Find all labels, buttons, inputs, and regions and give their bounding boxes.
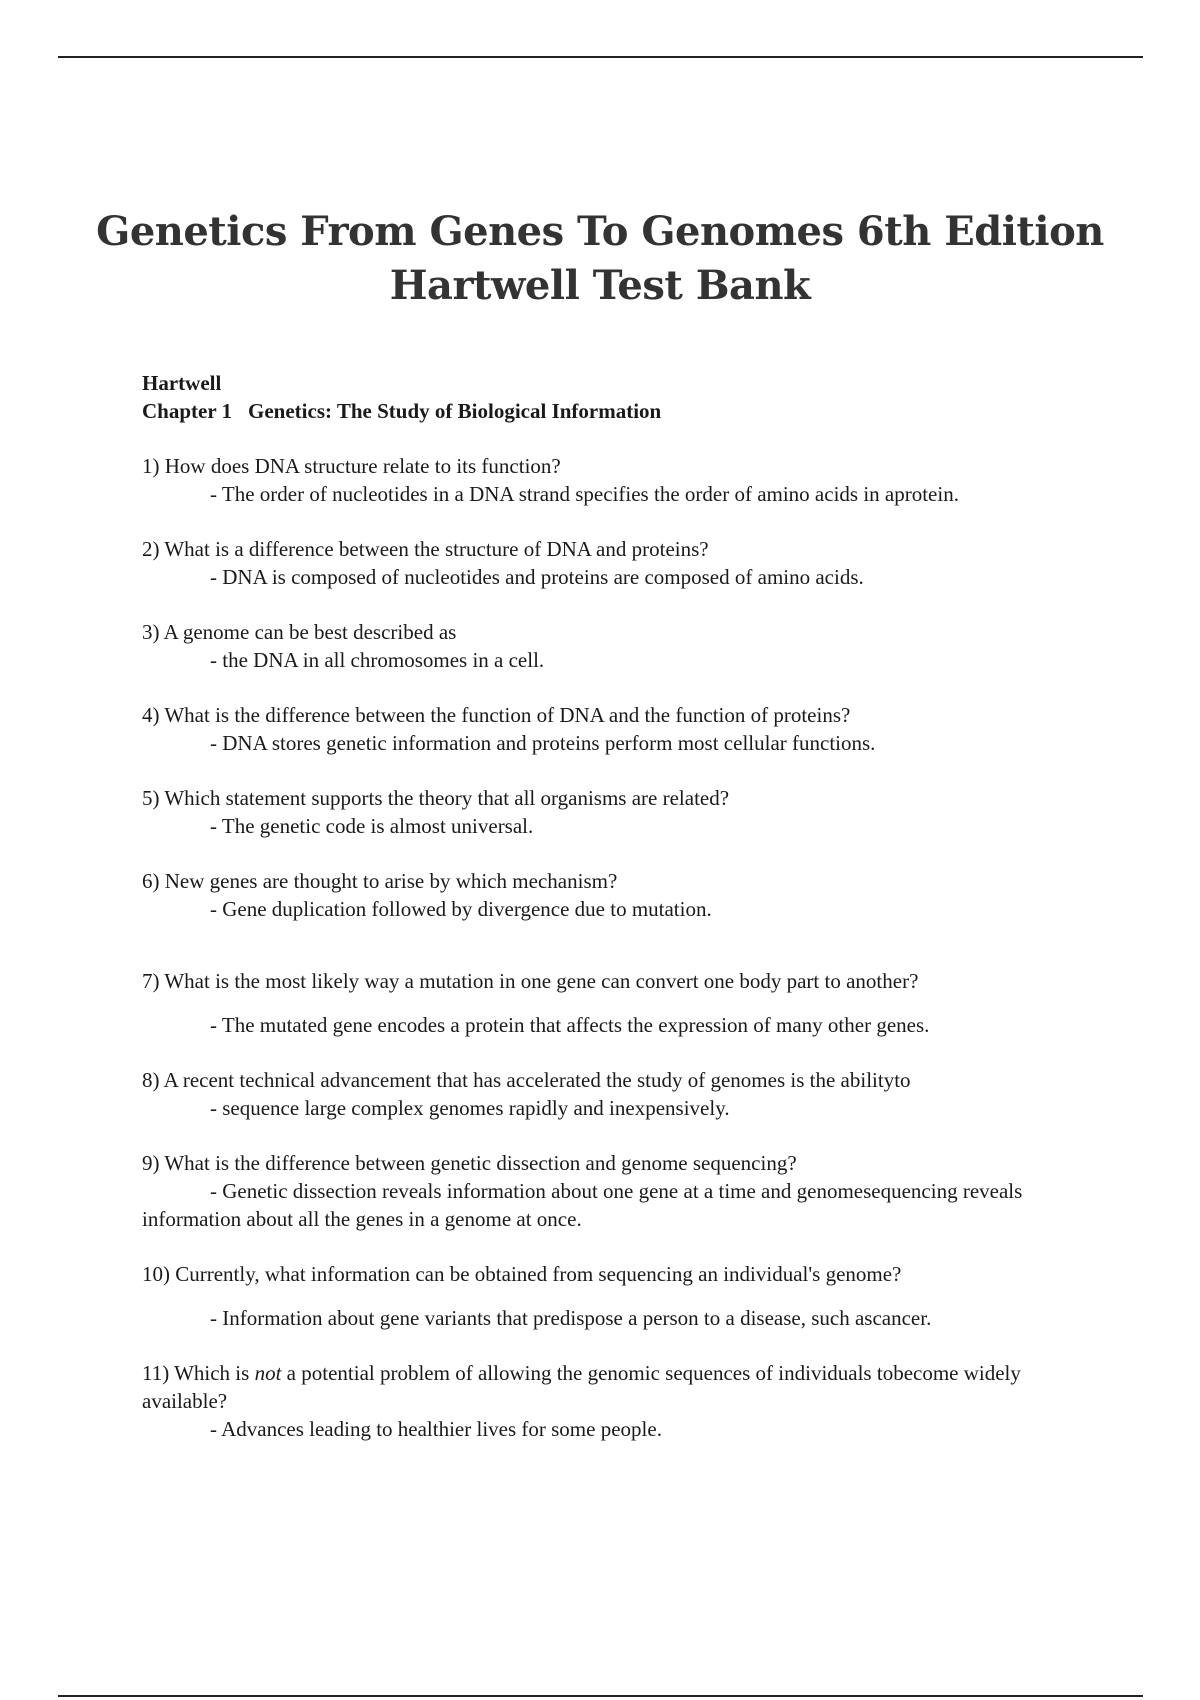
- title-line-2: Hartwell Test Bank: [389, 262, 811, 309]
- question-5: [142, 784, 1072, 840]
- answer-text: - The order of nucleotides in a DNA strand specifies the order of amino acids in aprotein.: [210, 482, 959, 506]
- answer-text: - Information about gene variants that predispose a person to a disease, such ascancer.: [210, 1306, 932, 1330]
- answer-text: - DNA is composed of nucleotides and proteins are composed of amino acids.: [210, 565, 864, 589]
- question-9: [142, 1149, 1072, 1233]
- question-text: 9) What is the difference between genetic dissection and genome sequencing?: [142, 1151, 797, 1175]
- bottom-rule: [58, 1695, 1143, 1697]
- question-text: [142, 1359, 1072, 1415]
- question-text: 8) A recent technical advancement that has accelerated the study of genomes is the abilityto: [142, 1068, 911, 1092]
- title-line-1: Genetics From Genes To Genomes 6th Edition: [96, 208, 1104, 255]
- question-1: [142, 452, 1072, 508]
- answer-text: - The genetic code is almost universal.: [210, 814, 534, 838]
- document-body: [142, 369, 1072, 1443]
- question-text: 4) What is the difference between the function of DNA and the function of proteins?: [142, 703, 851, 727]
- question-text: 7) What is the most likely way a mutation in one gene can convert one body part to another?: [142, 969, 919, 993]
- question-text: 6) New genes are thought to arise by which mechanism?: [142, 869, 618, 893]
- answer-text: - Advances leading to healthier lives for some people.: [210, 1417, 662, 1441]
- question-text: 10) Currently, what information can be obtained from sequencing an individual's genome?: [142, 1262, 902, 1286]
- answer-text: - Genetic dissection reveals information about one gene at a time and genomesequencing reveals information about all the genes in a genome at once.: [142, 1179, 1023, 1231]
- document-title: [60, 205, 1140, 313]
- question-text: 3) A genome can be best described as: [142, 620, 457, 644]
- chapter-heading: [142, 397, 1072, 425]
- chapter-title: Genetics: The Study of Biological Information: [248, 399, 662, 423]
- question-2: [142, 535, 1072, 591]
- question-text: 2) What is a difference between the structure of DNA and proteins?: [142, 537, 709, 561]
- top-rule: [58, 56, 1143, 58]
- question-11: [142, 1359, 1072, 1443]
- question-4: [142, 701, 1072, 757]
- question-6: [142, 867, 1072, 923]
- question-10: [142, 1260, 1072, 1332]
- question-text: 5) Which statement supports the theory that all organisms are related?: [142, 786, 730, 810]
- question-text: 1) How does DNA structure relate to its function?: [142, 454, 561, 478]
- question-text-end: a potential problem of allowing the genomic sequences of individuals tobecome widely available?: [142, 1361, 1021, 1413]
- chapter-number: Chapter 1: [142, 399, 233, 423]
- question-text-start: 11) Which is: [142, 1361, 255, 1385]
- answer-text: - sequence large complex genomes rapidly and inexpensively.: [210, 1096, 730, 1120]
- answer-text: - Gene duplication followed by divergence due to mutation.: [210, 897, 712, 921]
- question-7: [142, 967, 1072, 1039]
- author-name: Hartwell: [142, 371, 222, 395]
- answer-text: - DNA stores genetic information and proteins perform most cellular functions.: [210, 731, 876, 755]
- question-emphasis: not: [254, 1361, 282, 1385]
- question-8: [142, 1066, 1072, 1122]
- answer-text: - the DNA in all chromosomes in a cell.: [210, 648, 545, 672]
- answer-text: - The mutated gene encodes a protein that affects the expression of many other genes.: [210, 1013, 930, 1037]
- question-3: [142, 618, 1072, 674]
